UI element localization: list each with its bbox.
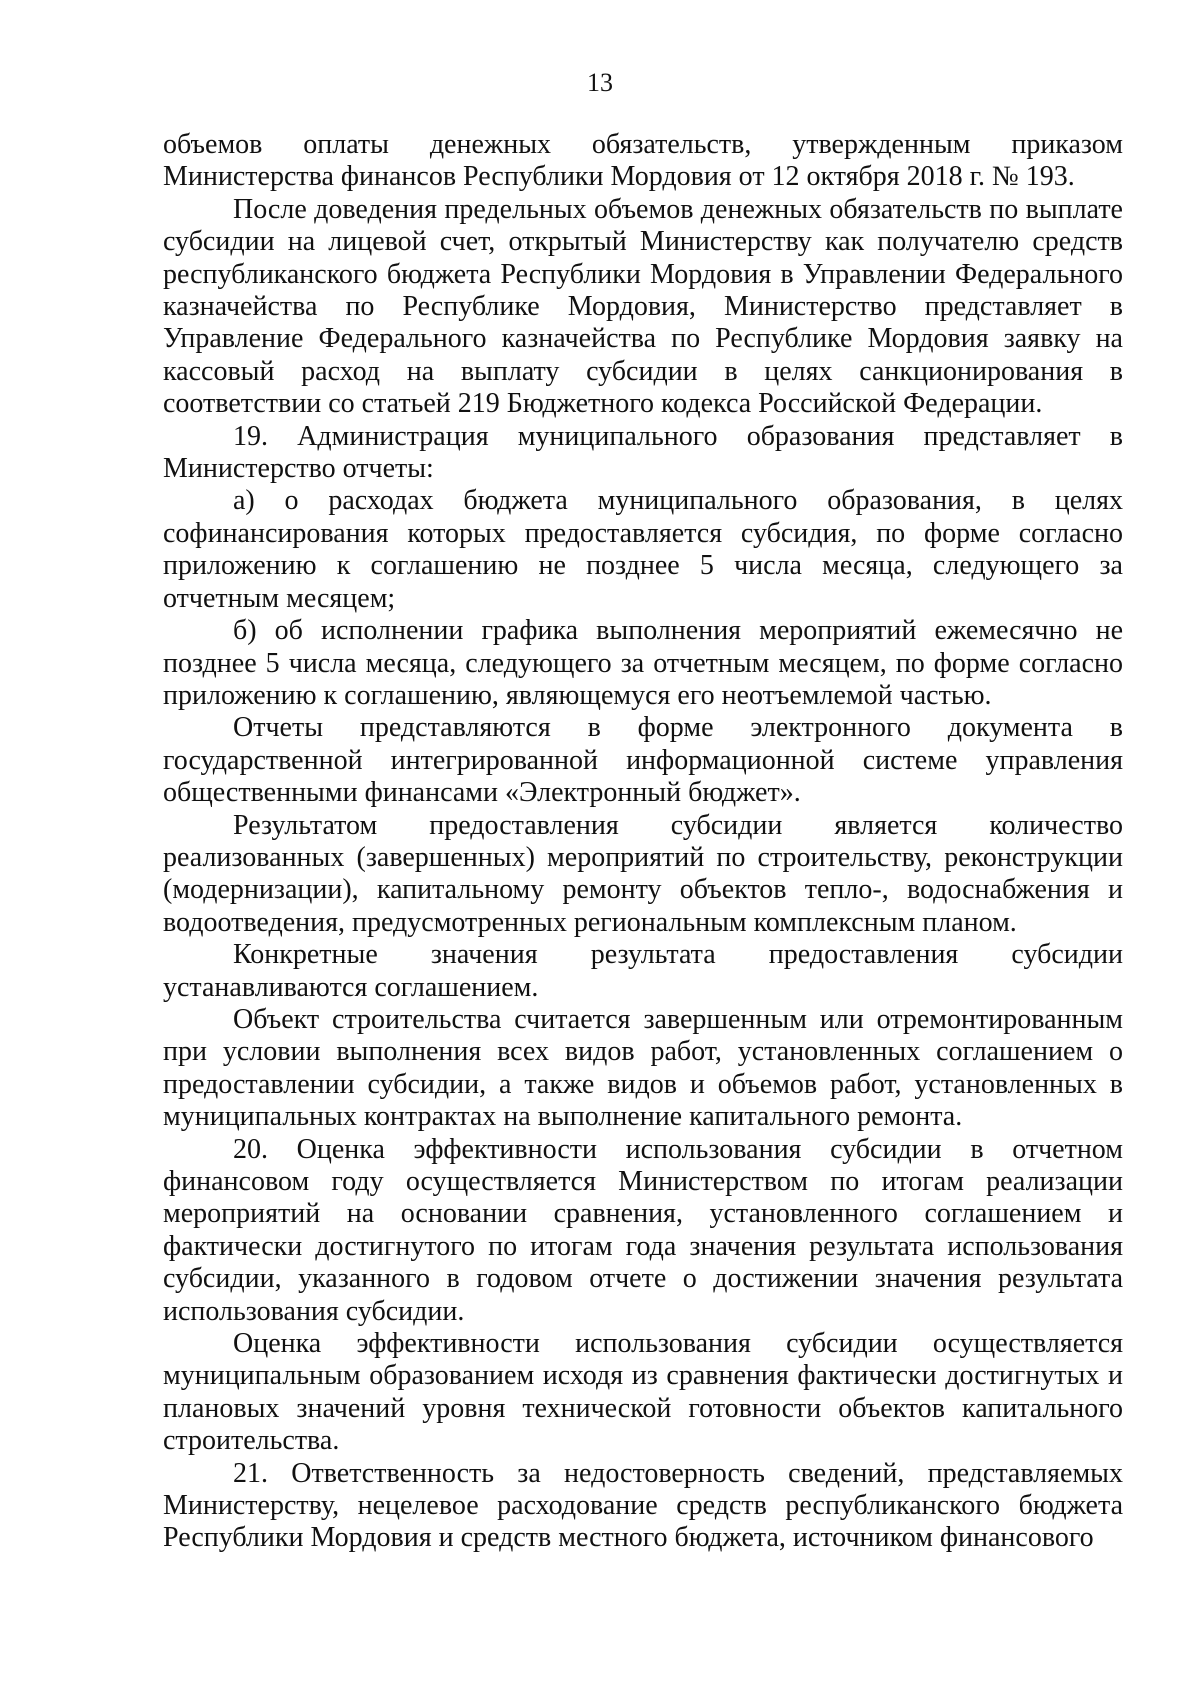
paragraph-20-efficiency: 20. Оценка эффективности использования субсидии в отчетном финансовом году осуществляется Министерством по итогам реализации мероприятий на основании сравнения, установленного соглашением и фактически достигнутого по итогам года значения результата использования субсидии, указанного в годовом отчете о достижении значения результата использования субсидии.: [163, 1133, 1123, 1327]
paragraph-21-responsibility: 21. Ответственность за недостоверность сведений, представляемых Министерству, нецелевое расходование средств республиканского бюджета Республики Мордовия и средств местного бюджета, источником финансового: [163, 1457, 1123, 1554]
document-body: [163, 129, 1123, 1555]
paragraph-treasury-request: После доведения предельных объемов денежных обязательств по выплате субсидии на лицевой счет, открытый Министерству как получателю средств республиканского бюджета Республики Мордовия в Управлении Федерального казначейства по Республике Мордовия, Министерство представляет в Управление Федерального казначейства по Республике Мордовия заявку на кассовый расход на выплату субсидии в целях санкционирования в соответствии со статьей 219 Бюджетного кодекса Российской Федерации.: [163, 193, 1123, 420]
paragraph-continuation: объемов оплаты денежных обязательств, утвержденным приказом Министерства финансов Республики Мордовия от 12 октября 2018 г. № 193.: [163, 129, 1123, 193]
paragraph-result-values: Конкретные значения результата предоставления субсидии устанавливаются соглашением.: [163, 939, 1123, 1003]
paragraph-19a-expenses-report: а) о расходах бюджета муниципального образования, в целях софинансирования которых предоставляется субсидия, по форме согласно приложению к соглашению не позднее 5 числа месяца, следующего за отчетным месяцем;: [163, 485, 1123, 614]
paragraph-electronic-budget: Отчеты представляются в форме электронного документа в государственной интегрированной информационной системе управления общественными финансами «Электронный бюджет».: [163, 712, 1123, 809]
paragraph-municipal-efficiency: Оценка эффективности использования субсидии осуществляется муниципальным образованием исходя из сравнения фактически достигнутых и плановых значений уровня технической готовности объектов капитального строительства.: [163, 1328, 1123, 1457]
paragraph-19-reports-header: 19. Администрация муниципального образования представляет в Министерство отчеты:: [163, 420, 1123, 485]
paragraph-19b-schedule-report: б) об исполнении графика выполнения мероприятий ежемесячно не позднее 5 числа месяца, следующего за отчетным месяцем, по форме согласно приложению к соглашению, являющемуся его неотъемлемой частью.: [163, 615, 1123, 711]
paragraph-object-completion: Объект строительства считается завершенным или отремонтированным при условии выполнения всех видов работ, установленных соглашением о предоставлении субсидии, а также видов и объемов работ, установленных в муниципальных контрактах на выполнение капитального ремонта.: [163, 1003, 1123, 1133]
paragraph-subsidy-result: Результатом предоставления субсидии является количество реализованных (завершенных) мероприятий по строительству, реконструкции (модернизации), капитальному ремонту объектов тепло-, водоснабжения и водоотведения, предусмотренных региональным комплексным планом.: [163, 809, 1123, 938]
page-number: 13: [587, 68, 613, 97]
